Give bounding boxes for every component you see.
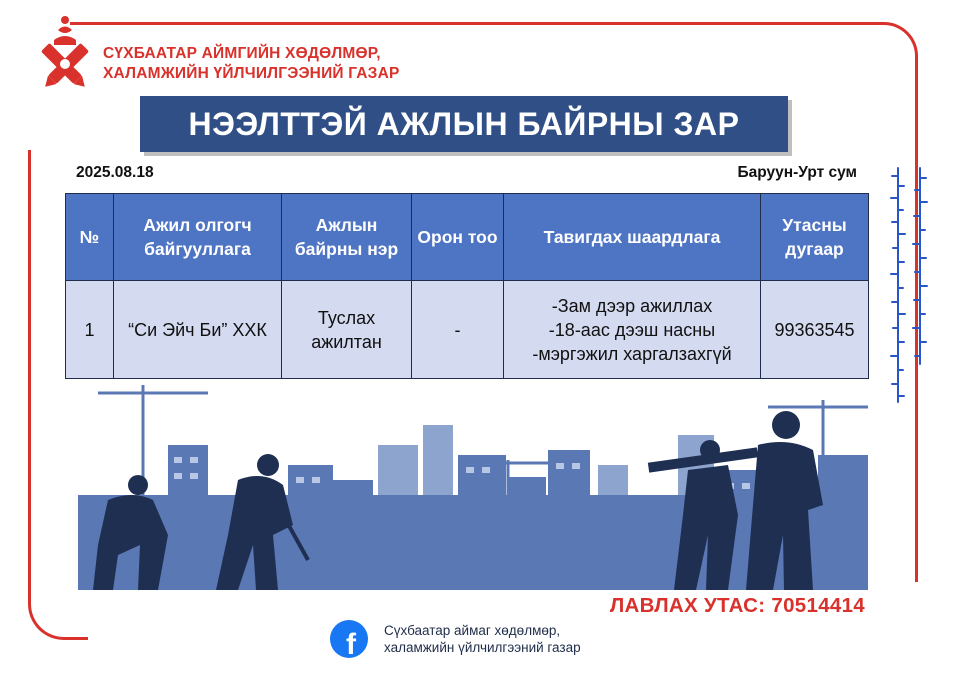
requirement-line: -18-аас дээш насны	[548, 319, 716, 340]
organization-logo-icon	[32, 12, 98, 92]
cell-employer: “Си Эйч Би” ХХК	[114, 281, 282, 379]
requirement-line: -мэргэжил харгалзахгүй	[532, 343, 732, 364]
column-header-number: №	[66, 194, 114, 281]
organization-name-line1: СҮХБААТАР АЙМГИЙН ХӨДӨЛМӨР,	[103, 45, 381, 62]
column-header-employer: Ажил олгогч байгууллага	[114, 194, 282, 281]
organization-name	[103, 44, 400, 84]
page-title: НЭЭЛТТЭЙ АЖЛЫН БАЙРНЫ ЗАР	[140, 96, 788, 152]
announcement-date: 2025.08.18	[76, 164, 154, 181]
cell-number: 1	[66, 281, 114, 379]
facebook-page-name[interactable]	[384, 622, 581, 656]
construction-workers-skyline-illustration	[78, 385, 868, 590]
column-header-count: Орон тоо	[412, 194, 504, 281]
cell-count: -	[412, 281, 504, 379]
table-header-row	[66, 194, 869, 281]
facebook-icon[interactable]: f	[330, 620, 368, 658]
contact-phone: ЛАВЛАХ УТАС: 70514414	[609, 594, 865, 617]
organization-name-line2: ХАЛАМЖИЙН ҮЙЛЧИЛГЭЭНИЙ ГАЗАР	[103, 65, 400, 82]
cell-requirements	[504, 281, 761, 379]
column-header-phone: Утасны дугаар	[761, 194, 869, 281]
column-header-requirements: Тавигдах шаардлага	[504, 194, 761, 281]
facebook-page-name-line2: халамжийн үйлчилгээний газар	[384, 640, 581, 655]
announcement-location: Баруун-Урт сум	[737, 164, 857, 181]
table-row	[66, 281, 869, 379]
facebook-page-name-line1: Сүхбаатар аймаг хөдөлмөр,	[384, 623, 561, 638]
cell-phone: 99363545	[761, 281, 869, 379]
mongolian-script-decoration-icon	[880, 164, 940, 410]
cell-position: Туслах ажилтан	[282, 281, 412, 379]
column-header-position: Ажлын байрны нэр	[282, 194, 412, 281]
requirement-line: -Зам дээр ажиллах	[551, 295, 713, 316]
job-table	[65, 193, 869, 379]
